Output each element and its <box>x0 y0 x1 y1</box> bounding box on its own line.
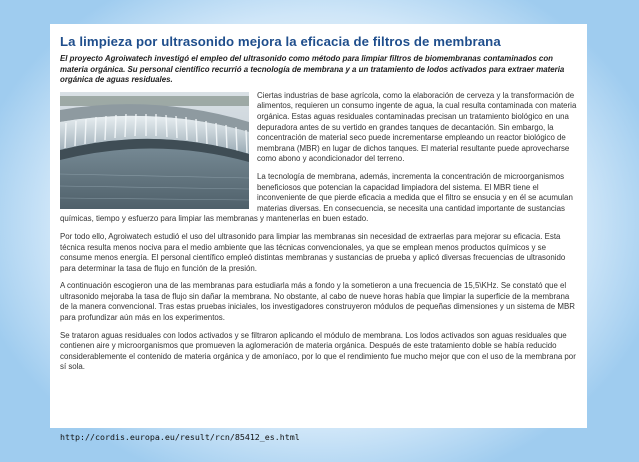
article-body <box>60 91 579 373</box>
article-paragraph: Se trataron aguas residuales con lodos activados y se filtraron aplicando el módulo de membrana. Los lodos activados son aguas residuales que contienen aire y microorganismos que promueven la aglomeración de materia orgánica. Después de este tratamiento doble se había reducido considerablemente el contenido de materia orgánica y de amoníaco, por lo que el rendimiento fue mucho mejor que con el uso de la membrana por sí sola. <box>60 330 576 372</box>
wastewater-clarifier-photo <box>60 92 249 209</box>
article-lead: El proyecto Agroiwatech investigó el empleo del ultrasonido como método para limpiar filtros de biomembranas contaminados con materia orgánica. Su personal científico recurrió a tecnología de membrana y a un tratamiento de lodos activados para extraer materia orgánica de aguas residuales. <box>60 54 565 85</box>
article-card <box>50 24 587 428</box>
article-paragraph: La tecnología de membrana, además, incrementa la concentración de microorganismos beneficiosos que potencian la capacidad limpiadora del sistema. El MBR tiene el inconveniente de que pierde eficacia a medida que el filtro se ensucia y en él se acumulan materias diversas. En consecuencia, se necesita una cantidad importante de sustancias químicas, tiempo y esfuerzo para limpiar las membranas y mantenerlas en buen estado. <box>60 171 573 224</box>
article-title: La limpieza por ultrasonido mejora la eficacia de filtros de membrana <box>60 34 501 49</box>
article-paragraph: Por todo ello, Agroiwatech estudió el uso del ultrasonido para limpiar las membranas sin necesidad de extraerlas para mejorar su eficacia. Esta técnica resulta menos nociva para el medio ambiente que las técnicas convencionales, ya que se emplean menos productos químicos y se consume menos energía. El personal científico empleó distintas membranas y sustancias de prueba y aplicó diversas frecuencias de ultrasonido para determinar la tasa de flujo en función de la presión. <box>60 231 566 273</box>
article-paragraph: A continuación escogieron una de las membranas para estudiarla más a fondo y la sometieron a una frecuencia de 15,5\KHz. Se constató que el ultrasonido mejoraba la tasa de flujo sin dañar la membrana. No obstante, al cabo de nueve horas había que limpiar la superficie de la membrana de la manera convencional. Tras estas pruebas iniciales, los investigadores construyeron módulos de pequeñas dimensiones y un sistema de MBR para profundizar aún más en los experimentos. <box>60 281 575 323</box>
article-paragraph: Ciertas industrias de base agrícola, como la elaboración de cerveza y la transformación de alimentos, requieren un consumo ingente de agua, la cual resulta contaminada con materia orgánica. Estas aguas residuales contaminadas precisan un tratamiento biológico en una depuradora antes de su vertido en grandes tanques de decantación. Sin embargo, la concentración de material seco puede incrementarse empleando un reactor biológico de membrana (MBR) en lugar de dichos tanques. El material resultante puede aprovecharse como abono y acondicionador del terreno. <box>257 90 577 164</box>
source-url: http://cordis.europa.eu/result/rcn/85412_es.html <box>60 432 300 442</box>
clarifier-image <box>60 92 249 209</box>
